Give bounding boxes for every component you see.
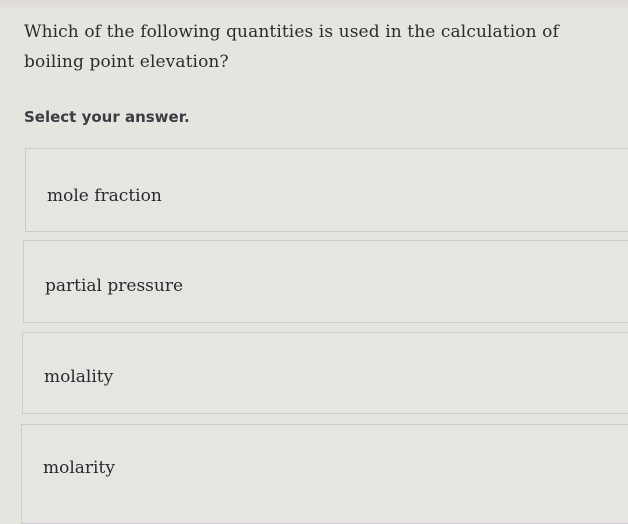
answer-option-partial-pressure[interactable] [23, 240, 628, 323]
answer-option-mole-fraction[interactable] [25, 148, 628, 232]
select-answer-prompt: Select your answer. [24, 108, 190, 126]
option-label: molarity [43, 458, 115, 478]
answer-option-molality[interactable] [22, 332, 628, 414]
option-label: molality [44, 367, 114, 387]
answer-option-molarity[interactable] [21, 424, 628, 524]
question-text: Which of the following quantities is used in the calculation of boiling point elevation? [24, 22, 559, 72]
option-label: partial pressure [45, 276, 184, 296]
option-label: mole fraction [47, 186, 162, 206]
